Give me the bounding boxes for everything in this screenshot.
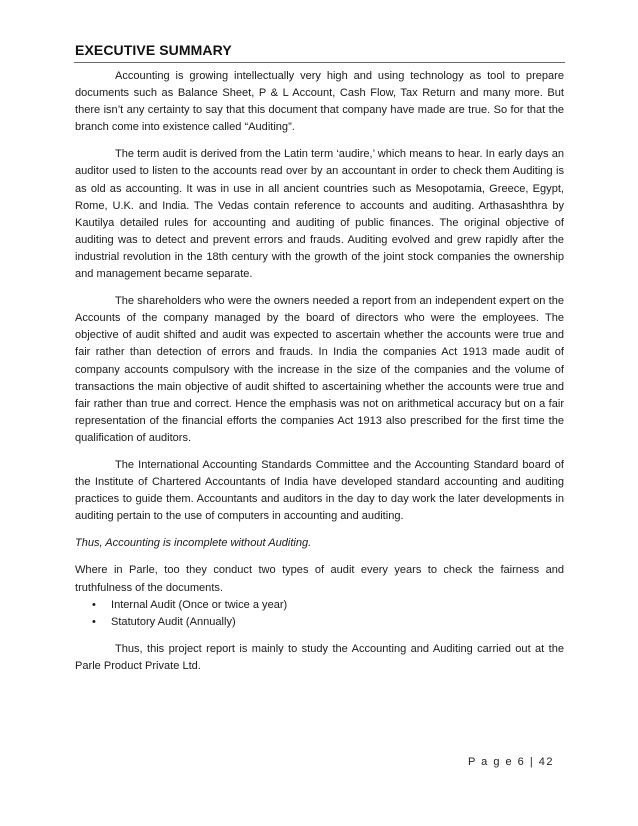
paragraph-shareholders: The shareholders who were the owners needed a report from an independent expert on the Accounts of the company managed by the board of directors who were the employees. The objective of audit shifted and audit was expected to ascertain whether the accounts were true and fair rather than detection of errors and frauds. In India the companies Act 1913 made audit of company accounts compulsory with the increase in the size of the companies and the volume of transactions the main objective of audit shifted to ascertaining whether the accounts were true and fair rather than true and correct. Hence the emphasis was not on arithmetical accuracy but on a fair representation of the financial efforts the companies Act 1913 also prescribed for the first time the qualification of auditors. [75,295,564,444]
bullet-icon: • [92,598,96,611]
list-item-text: Statutory Audit (Annually) [111,615,236,628]
list-item [75,614,564,631]
paragraph-conclusion: Thus, Accounting is incomplete without Auditing. [75,537,312,550]
title-divider [74,62,565,63]
audit-types-list [75,597,564,631]
list-item [75,597,564,614]
page-number: P a g e 6 | 42 [467,756,554,768]
paragraph-parle: Where in Parle, too they conduct two types of audit every years to check the fairness and truthfulness of the documents. [75,564,564,594]
bullet-icon: • [92,615,96,628]
paragraph-history: The term audit is derived from the Latin term ‘audire,’ which means to hear. In early days an auditor used to listen to the accounts read over by an accountant in order to check them Auditing is as old as accounting. It was in use in all ancient countries such as Mesopotamia, Greece, Egypt, Rome, U.K. and India. The Vedas contain reference to accounts and auditing. Arthasashthra by Kautilya detailed rules for accounting and auditing of public finances. The original objective of auditing was to detect and prevent errors and frauds. Auditing evolved and grew rapidly after the industrial revolution in the 18th century with the growth of the joint stock companies the ownership and management became separate. [75,148,564,281]
paragraph-purpose: Thus, this project report is mainly to study the Accounting and Auditing carried out at the Parle Product Private Ltd. [75,642,564,672]
page-title: EXECUTIVE SUMMARY [75,42,232,58]
paragraph-standards: The International Accounting Standards Committee and the Accounting Standard board of the Institute of Chartered Accountants of India have developed standard accounting and auditing practices to guide them. Accountants and auditors in the day to day work the later developments in auditing pertain to the use of computers in accounting and auditing. [75,458,564,523]
document-body [75,68,564,685]
paragraph-intro: Accounting is growing intellectually very high and using technology as tool to prepare documents such as Balance Sheet, P & L Account, Cash Flow, Tax Return and many more. But there isn’t any certainty to say that this document that company have made are true. So for that the branch come into existence called “Auditing”. [75,70,564,134]
list-item-text: Internal Audit (Once or twice a year) [111,598,288,611]
